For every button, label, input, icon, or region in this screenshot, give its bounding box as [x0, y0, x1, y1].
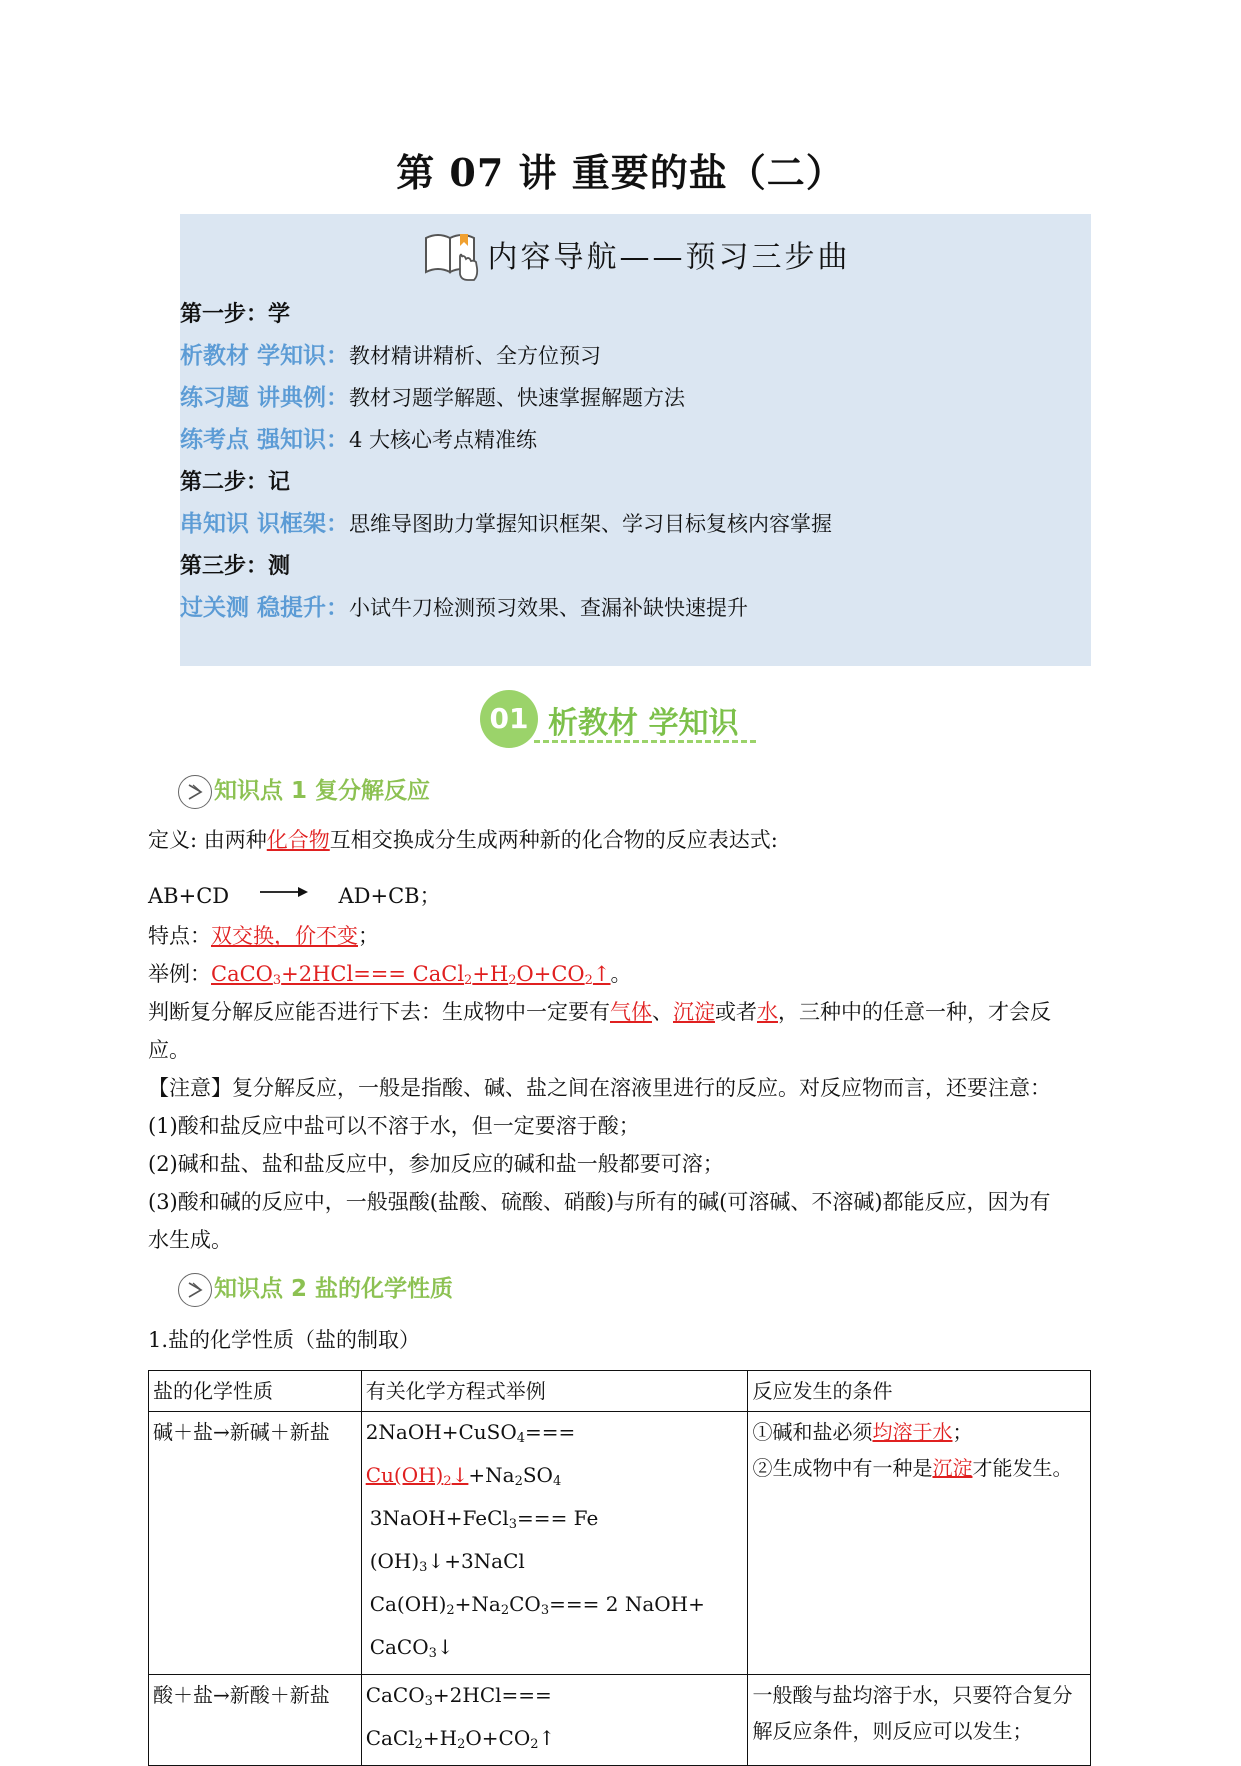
table-cell-condition	[748, 1412, 1091, 1675]
table-row	[149, 1675, 1091, 1766]
salt-properties-table	[148, 1370, 1091, 1766]
note-item-3: (3)酸和碱的反应中，一般强酸(盐酸、硫酸、硝酸)与所有的碱(可溶碱、不溶碱)都能反应，因为有	[148, 1190, 1051, 1214]
knowledge-point-1-heading: 知识点 1 复分解反应	[178, 772, 430, 809]
table-row	[149, 1412, 1091, 1675]
note-item-2: (2)碱和盐、盐和盐反应中，参加反应的碱和盐一般都要可溶；	[148, 1152, 724, 1176]
nav-header	[180, 226, 1091, 282]
judge-line-cont: 应。	[148, 1038, 190, 1062]
nav-item: 练习题 讲典例：教材习题学解题、快速掌握解题方法	[180, 384, 686, 411]
nav-item: 析教材 学知识：教材精讲精析、全方位预习	[180, 342, 602, 369]
judge-line: 判断复分解反应能否进行下去：生成物中一定要有气体、沉淀或者水，三种中的任意一种，才会反	[148, 1000, 1051, 1024]
book-pointer-icon	[420, 226, 482, 282]
table-header-row	[149, 1371, 1091, 1412]
step2-heading: 第二步：记	[180, 469, 291, 495]
table-cell-condition: 一般酸与盐均溶于水，只要符合复分解反应条件，则反应可以发生；	[748, 1675, 1091, 1766]
nav-item: 练考点 强知识：4 大核心考点精准练	[180, 426, 538, 453]
page-title: 第 07 讲 重要的盐（二）	[396, 150, 845, 195]
table-header-cell: 盐的化学性质	[149, 1371, 362, 1412]
table-cell-property: 碱＋盐→新碱＋新盐	[149, 1412, 362, 1675]
equation-3: $Ca(OH)_2+Na_2CO_3=== 2$ NaOH+ CaCO$_3$↓	[369, 1592, 705, 1661]
feature-line: 特点：双交换，价不变；	[148, 924, 379, 948]
note-item-3-cont: 水生成。	[148, 1228, 232, 1252]
knowledge-point-2-heading: 知识点 2 盐的化学性质	[178, 1270, 453, 1307]
condition-1: ①碱和盐必须均溶于水；	[752, 1420, 973, 1444]
condition-2: ②生成物中有一种是沉淀才能发生。	[752, 1456, 1073, 1480]
note-item-1: (1)酸和盐反应中盐可以不溶于水，但一定要溶于酸；	[148, 1114, 640, 1138]
example-line: 举例：CaCO$_3$+2HCl=== $CaCl_2+H_2O+CO_2↑$。	[148, 962, 632, 988]
section-number-badge: 01	[480, 690, 538, 748]
definition-text: 定义: 由两种化合物互相交换成分生成两种新的化合物的反应表达式:	[148, 828, 778, 852]
equation-2: 3NaOH+FeCl$_3$=== Fe $(OH)_3↓+3NaCl$	[369, 1506, 599, 1575]
arrow-circle-icon	[178, 775, 212, 809]
table-cell-equations	[361, 1412, 748, 1675]
step3-heading: 第三步：测	[180, 553, 291, 579]
step1-heading: 第一步：学	[180, 301, 291, 327]
section-title: 析教材 学知识	[548, 706, 739, 741]
section-underline	[534, 740, 756, 743]
note-line: 【注意】复分解反应，一般是指酸、碱、盐之间在溶液里进行的反应。对反应物而言，还要注意：	[148, 1076, 1051, 1100]
table-header-cell: 反应发生的条件	[748, 1371, 1091, 1412]
nav-title: 内容导航——预习三步曲	[487, 240, 851, 275]
equation-1: 2NaOH+CuSO$_4$=== $Cu(OH)_2↓+Na_2SO_4$	[365, 1420, 576, 1489]
nav-item: 过关测 稳提升：小试牛刀检测预习效果、查漏补缺快速提升	[180, 594, 749, 621]
table-cell-property: 酸＋盐→新酸＋新盐	[149, 1675, 362, 1766]
arrow-circle-icon	[178, 1273, 212, 1307]
table-header-cell: 有关化学方程式举例	[361, 1371, 748, 1412]
content-navigation-box	[180, 214, 1091, 666]
nav-item: 串知识 识框架：思维导图助力掌握知识框架、学习目标复核内容掌握	[180, 510, 833, 537]
reaction-expression: AB+CD AD+CB；	[148, 884, 441, 908]
table-cell-equations: CaCO$_3$+2HCl=== $CaCl_2+H_2O+CO_2↑$	[361, 1675, 748, 1766]
salt-properties-subtitle: 1.盐的化学性质（盐的制取）	[148, 1328, 421, 1352]
